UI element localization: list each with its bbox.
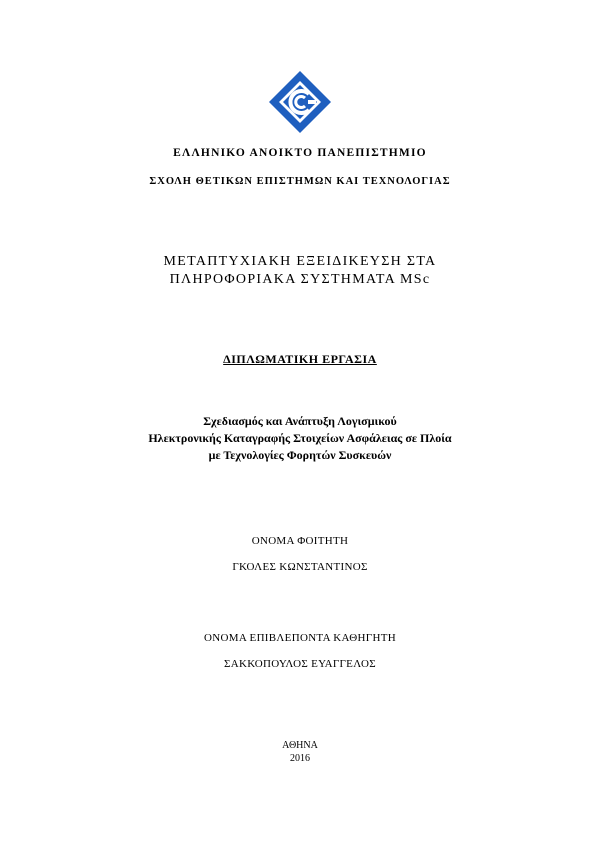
- student-label: ΟΝΟΜΑ ΦΟΙΤΗΤΗ: [251, 535, 349, 547]
- student-name: ΓΚΟΛΕΣ ΚΩΝΣΤΑΝΤΙΝΟΣ: [232, 561, 368, 573]
- school-name: ΣΧΟΛΗ ΘΕΤΙΚΩΝ ΕΠΙΣΤΗΜΩΝ ΚΑΙ ΤΕΧΝΟΛΟΓΙΑΣ: [149, 176, 451, 187]
- program-title-line-1: ΜΕΤΑΠΤΥΧΙΑΚΗ ΕΞΕΙΔΙΚΕΥΣΗ ΣΤΑ: [163, 254, 437, 269]
- supervisor-name: ΣΑΚΚΟΠΟΥΛΟΣ ΕΥΑΓΓΕΛΟΣ: [224, 658, 376, 670]
- university-name: ΕΛΛΗΝΙΚΟ ΑΝΟΙΚΤΟ ΠΑΝΕΠΙΣΤΗΜΙΟ: [173, 147, 427, 159]
- thesis-title-line-3: με Τεχνολογίες Φορητών Συσκευών: [208, 448, 392, 462]
- program-title-line-2: ΠΛΗΡΟΦΟΡΙΑΚΑ ΣΥΣΤΗΜΑΤΑ MSc: [169, 272, 431, 287]
- city: ΑΘΗΝΑ: [282, 740, 318, 751]
- eap-university-logo-icon: [268, 70, 332, 134]
- thesis-title-line-2: Ηλεκτρονικής Καταγραφής Στοιχείων Ασφάλειας σε Πλοία: [148, 431, 452, 445]
- thesis-label: ΔΙΠΛΩΜΑΤΙΚΗ ΕΡΓΑΣΙΑ: [223, 352, 377, 366]
- thesis-title-line-1: Σχεδιασμός και Ανάπτυξη Λογισμικού: [203, 414, 397, 428]
- year: 2016: [290, 753, 310, 764]
- supervisor-label: ΟΝΟΜΑ ΕΠΙΒΛΕΠΟΝΤΑ ΚΑΘΗΓΗΤΗ: [204, 632, 396, 644]
